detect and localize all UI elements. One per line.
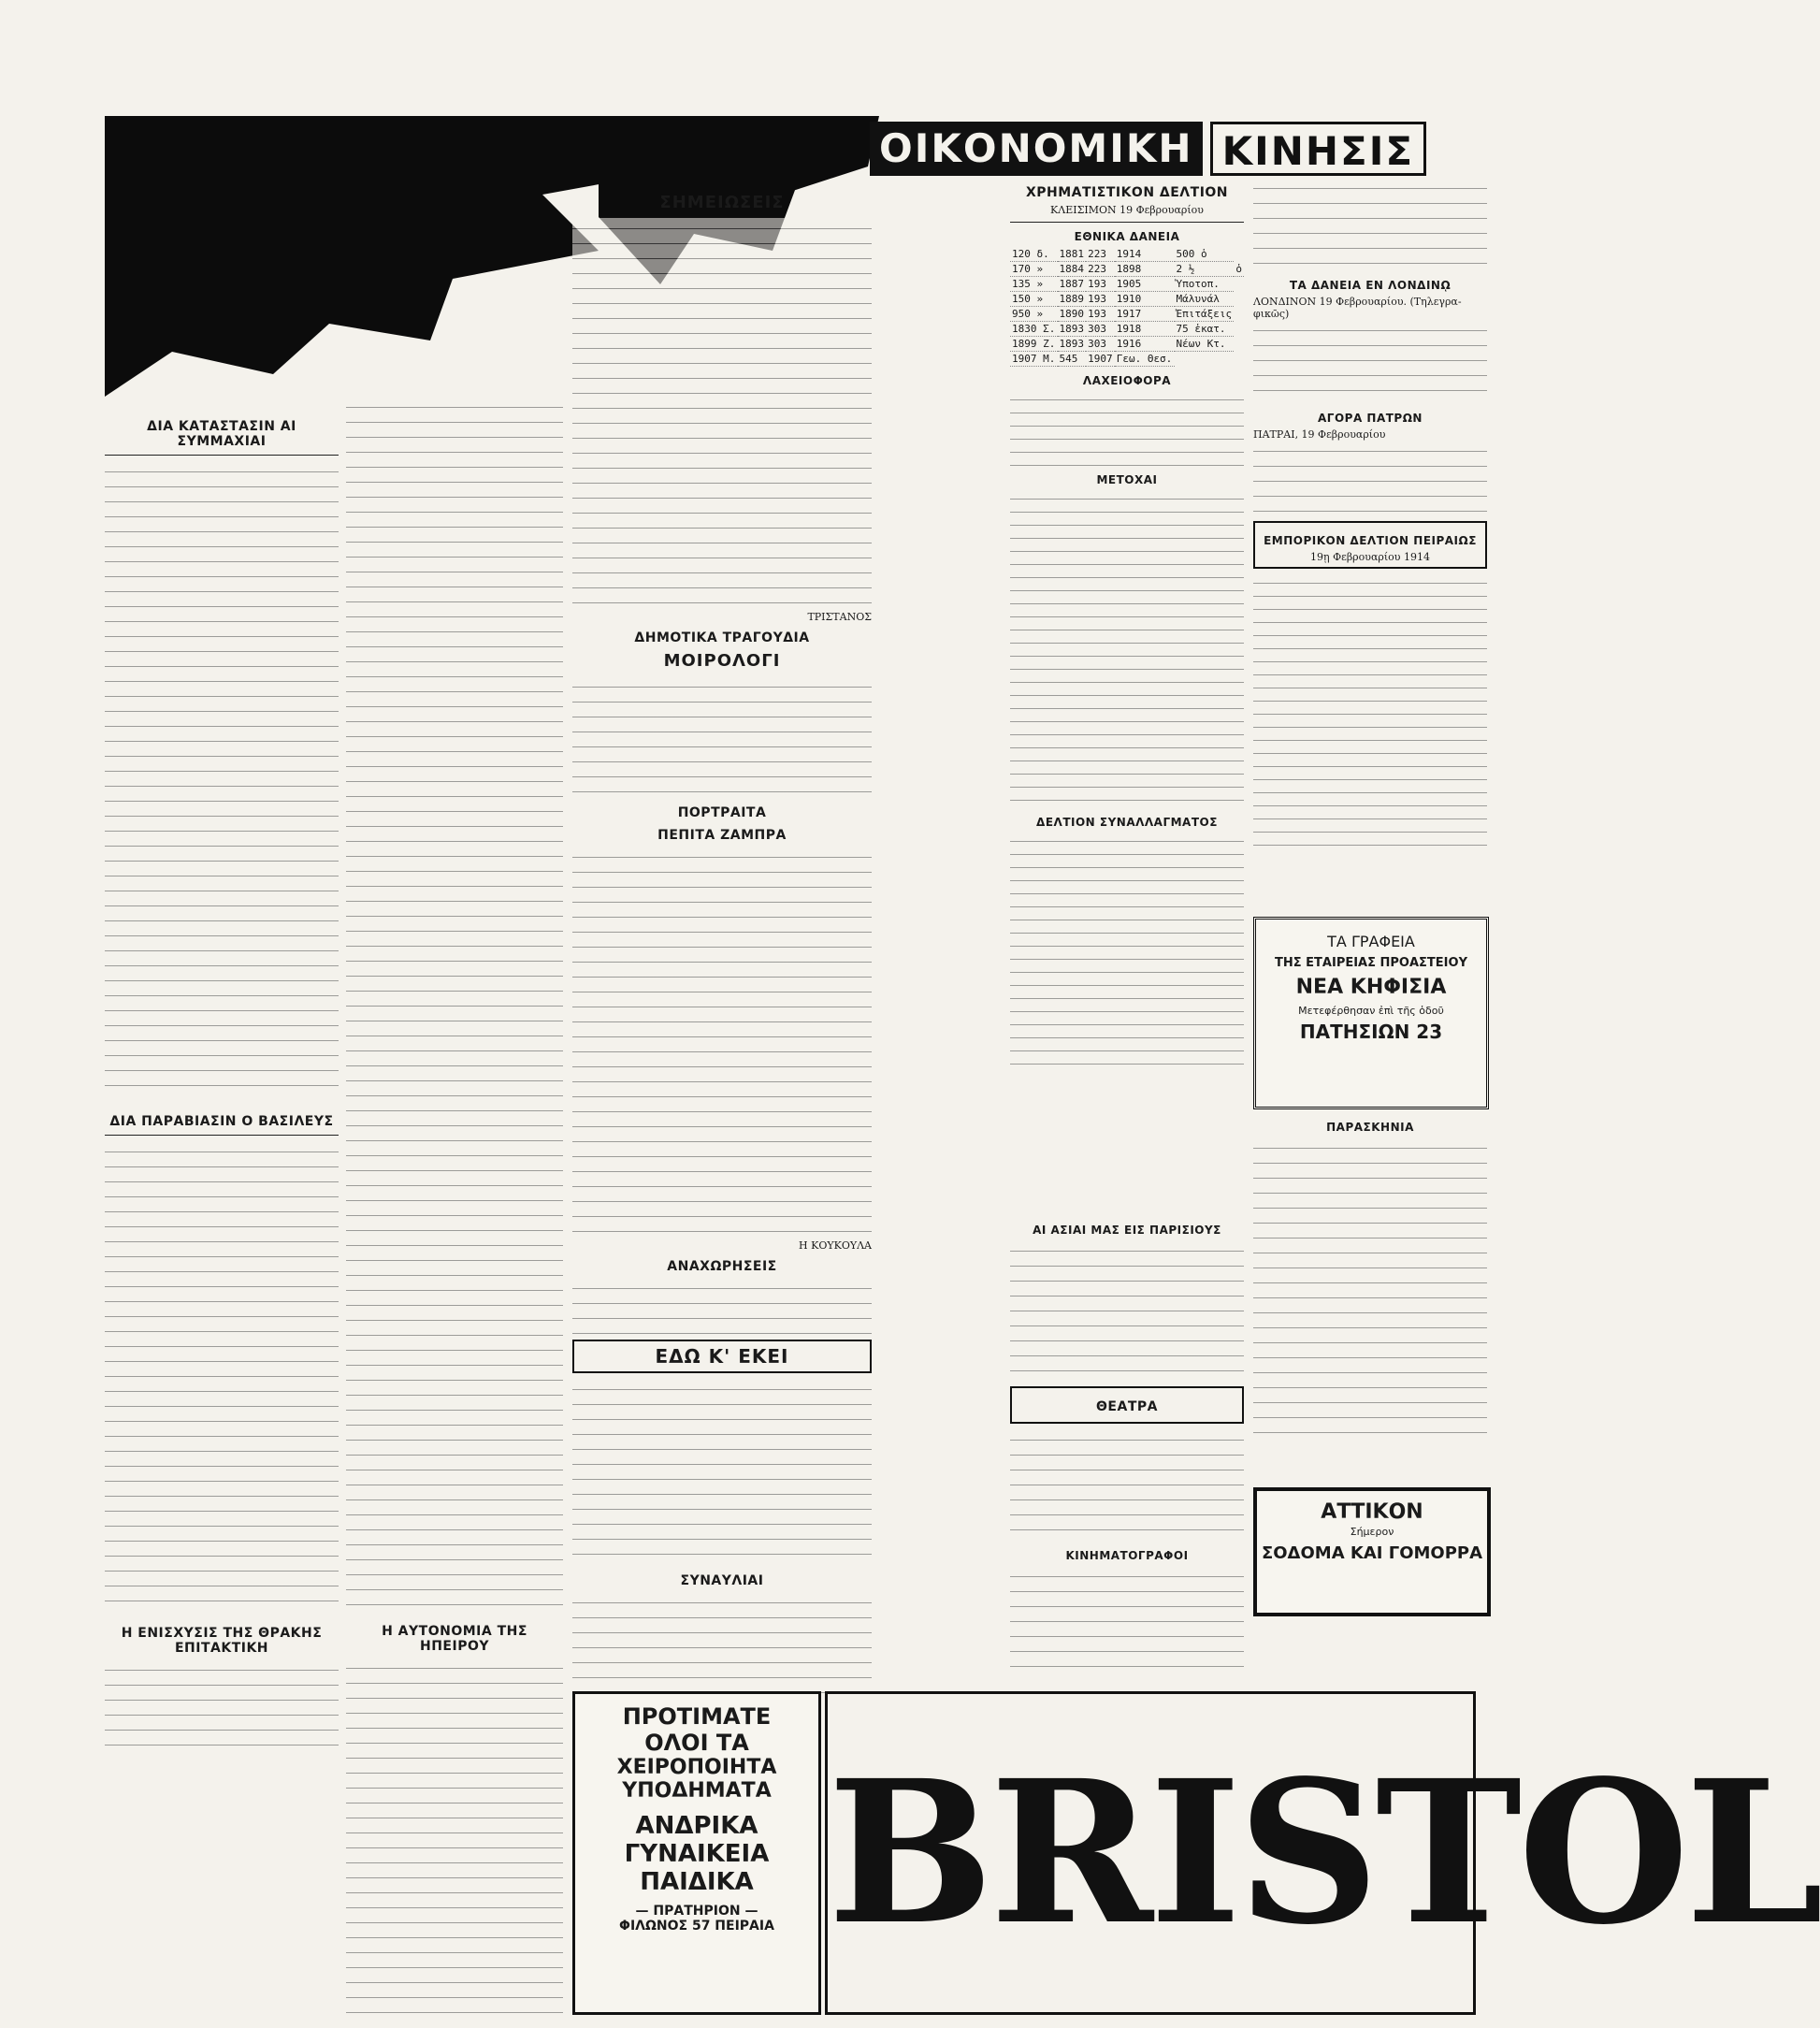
headline-folk-songs: ΔΗΜΟΤΙΚΑ ΤΡΑΓΟΥΔΙΑ <box>634 630 810 645</box>
ad-line: — ΠΡΑΤΗΡΙΟΝ — <box>635 1904 758 1919</box>
ad-attikon-line1: ΑΤΤΙΚΟΝ <box>1321 1500 1423 1524</box>
article-body-lines <box>1253 320 1487 404</box>
loan-cell: 1898 <box>1115 262 1175 277</box>
ad-bristol-brand: BRISTOL <box>825 1691 1476 2015</box>
loan-cell: 1916 <box>1115 337 1175 352</box>
loan-cell: 303 <box>1086 337 1115 352</box>
headline-piraeus: ΕΜΠΟΡΙΚΟΝ ΔΕΛΤΙΟΝ ΠΕΙΡΑΙΩΣ <box>1264 534 1477 547</box>
ad-line: ΑΝΔΡΙΚΑ <box>635 1812 758 1840</box>
table-lines <box>1010 391 1244 466</box>
section-lottery: ΛΑΧΕΙΟΦΟΡΑ <box>1082 374 1172 387</box>
middle-column <box>346 397 563 2006</box>
loan-cell: 1907 <box>1086 352 1115 367</box>
loan-cell: 1905 <box>1115 277 1175 292</box>
headline-backstage: ΠΑΡΑΣΚΗΝΙΑ <box>1326 1121 1414 1134</box>
section-loans: ΕΘΝΙΚΑ ΔΑΝΕΙΑ <box>1074 230 1180 243</box>
loan-cell: 193 <box>1086 307 1115 322</box>
poem-lines <box>572 676 872 798</box>
masthead-right: ΚΙΝΗΣΙΣ <box>1210 122 1426 176</box>
article-body-lines <box>572 1592 872 1704</box>
loan-cell: 1893 <box>1058 337 1087 352</box>
loan-cell: Νέων Κτ. <box>1175 337 1235 352</box>
ad-line: ΧΕΙΡΟΠΟΙΗΤΑ <box>616 1756 777 1779</box>
loan-row <box>1010 262 1244 277</box>
theatres-box <box>1010 1386 1244 1424</box>
article-body-lines <box>346 1658 563 2013</box>
section-here-there <box>572 1340 872 1373</box>
section-shares: ΜΕΤΟΧΑΙ <box>1096 473 1158 486</box>
masthead-left: ΟΙΚΟΝΟΜΙΚΗ <box>870 122 1203 176</box>
loan-cell: 223 <box>1086 247 1115 262</box>
article-body-lines <box>572 1379 872 1566</box>
piraeus-box <box>1253 521 1487 569</box>
loan-cell: 120 δ. <box>1010 247 1058 262</box>
divider <box>105 1135 339 1136</box>
loan-cell: 1899 Ζ. <box>1010 337 1058 352</box>
loan-row <box>1010 352 1244 367</box>
article-body-lines <box>1010 1429 1244 1542</box>
loan-cell: 545 <box>1058 352 1087 367</box>
loan-cell: 170 » <box>1010 262 1058 277</box>
loan-cell: 193 <box>1086 292 1115 307</box>
ad-kifisia <box>1253 917 1489 1109</box>
headline-concerts: ΣΥΝΑΥΛΙΑΙ <box>680 1573 764 1588</box>
headline-theatres: ΘΕΑΤΡΑ <box>1096 1399 1158 1414</box>
ad-line: ΦΙΛΩΝΟΣ 57 ΠΕΙΡΑΙΑ <box>619 1919 774 1934</box>
london-date: ΛΟΝΔΙΝΟΝ 19 Φεβρουαρίου. (Τηλεγρα-φικῶς) <box>1253 296 1462 320</box>
ad-shoes <box>572 1691 821 2015</box>
headline-here-there: ΕΔΩ Κ' ΕΚΕΙ <box>655 1345 789 1368</box>
headline-king: ΔΙΑ ΠΑΡΑΒΙΑΣΙΝ Ο ΒΑΣΙΛΕΥΣ <box>109 1114 334 1129</box>
headline-lament: ΜΟΙΡΟΛΟΓΙ <box>663 651 781 671</box>
ad-attikon-line3: ΣΟΔΟΜΑ ΚΑΙ ΓΟΜΟΡΡΑ <box>1261 1543 1483 1563</box>
article-body-lines <box>1253 178 1487 271</box>
loan-row <box>1010 307 1244 322</box>
loan-cell: 1881 <box>1058 247 1087 262</box>
loan-cell: ὁ <box>1234 262 1244 277</box>
loan-cell: Μάλυνάλ <box>1175 292 1235 307</box>
headline-alliances: ΔΙΑ ΚΑΤΑΣΤΑΣΙΝ ΑΙ ΣΥΜΜΑΧΙΑΙ <box>147 419 296 449</box>
loan-cell: 223 <box>1086 262 1115 277</box>
headline-epirus: Η ΑΥΤΟΝΟΜΙΑ ΤΗΣ ΗΠΕΙΡΟΥ <box>382 1624 527 1654</box>
patras-date: ΠΑΤΡΑΙ, 19 Φεβρουαρίου <box>1253 428 1386 441</box>
loans-table <box>1010 247 1244 367</box>
headline-thrace: Η ΕΝΙΣΧΥΣΙΣ ΤΗΣ ΘΡΑΚΗΣ ΕΠΙΤΑΚΤΙΚΗ <box>121 1626 323 1656</box>
ad-line: ΥΠΟΔΗΜΑΤΑ <box>622 1779 772 1803</box>
loan-cell: 950 » <box>1010 307 1058 322</box>
loan-cell: 1830 Σ. <box>1010 322 1058 337</box>
signature: ΤΡΙΣΤΑΝΟΣ <box>807 611 872 623</box>
loan-cell: 500 ὁ <box>1175 247 1235 262</box>
loan-cell: 1917 <box>1115 307 1175 322</box>
ad-line: ΟΛΟΙ ΤΑ <box>644 1730 749 1756</box>
headline-pepita: ΠΕΠΙΤΑ ΖΑΜΠΡΑ <box>657 828 787 843</box>
ad-attikon-line2: Σήμερον <box>1350 1526 1394 1538</box>
ad-kifisia-line5: ΠΑΤΗΣΙΩΝ 23 <box>1299 1021 1443 1043</box>
center-column <box>572 187 872 1684</box>
headline-asiai: ΑΙ ΑΣΙΑΙ ΜΑΣ ΕΙΣ ΠΑΡΙΣΙΟΥΣ <box>1033 1224 1221 1237</box>
headline-notes: ΣΗΜΕΙΩΣΕΙΣ <box>659 193 785 212</box>
article-body-lines <box>572 218 872 611</box>
loan-cell: 150 » <box>1010 292 1058 307</box>
article-body-lines <box>572 1278 872 1334</box>
loan-cell: Ὑποτοπ. <box>1175 277 1235 292</box>
loan-cell: 1910 <box>1115 292 1175 307</box>
article-body-lines <box>1253 441 1487 515</box>
section-exchange: ΔΕΛΤΙΟΝ ΣΥΝΑΛΛΑΓΜΑΤΟΣ <box>1036 816 1218 829</box>
masthead <box>870 122 1487 176</box>
article-body-lines <box>1253 1137 1487 1446</box>
loan-cell: 303 <box>1086 322 1115 337</box>
loan-cell: Γεω. Θεσ. <box>1115 352 1175 367</box>
table-lines <box>1010 833 1244 1076</box>
left-column <box>105 412 339 2002</box>
article-body-lines <box>105 1659 339 1753</box>
loan-cell: 1907 Μ. <box>1010 352 1058 367</box>
article-body-lines <box>105 461 339 1097</box>
article-body-lines <box>346 397 563 1613</box>
table-lines <box>1010 490 1244 808</box>
article-body-lines <box>105 1141 339 1609</box>
right-finance-column <box>1253 178 1487 898</box>
finance-column <box>1010 178 1244 1207</box>
table-lines <box>1253 574 1487 855</box>
loan-cell: 1918 <box>1115 322 1175 337</box>
headline-departures: ΑΝΑΧΩΡΗΣΕΙΣ <box>667 1259 777 1274</box>
ad-kifisia-line2: ΤΗΣ ΕΤΑΙΡΕΙΑΣ ΠΡΟΑΣΤΕΙΟΥ <box>1275 956 1467 970</box>
piraeus-date: 19ῃ Φεβρουαρίου 1914 <box>1310 551 1430 563</box>
loan-cell: 135 » <box>1010 277 1058 292</box>
loan-cell: Ἐπιτάξεις <box>1175 307 1235 322</box>
loan-row <box>1010 292 1244 307</box>
loan-cell: 1884 <box>1058 262 1087 277</box>
ad-line: ΓΥΝΑΙΚΕΙΑ <box>624 1840 770 1868</box>
loan-cell: 1887 <box>1058 277 1087 292</box>
ad-attikon <box>1253 1487 1491 1616</box>
ad-kifisia-line1: ΤΑ ΓΡΑΦΕΙΑ <box>1327 933 1415 950</box>
loan-row <box>1010 337 1244 352</box>
signature: Η ΚΟΥΚΟΥΛΑ <box>799 1239 872 1252</box>
loan-cell: 2 ½ <box>1175 262 1235 277</box>
loan-cell: 75 ἑκατ. <box>1175 322 1235 337</box>
finance-title: ΧΡΗΜΑΤΙΣΤΙΚΟΝ ΔΕΛΤΙΟΝ <box>1025 185 1229 200</box>
divider <box>105 455 339 456</box>
loan-cell: 1914 <box>1115 247 1175 262</box>
article-body-lines <box>572 847 872 1239</box>
loan-cell: 1890 <box>1058 307 1087 322</box>
divider <box>1010 222 1244 223</box>
loan-row <box>1010 277 1244 292</box>
article-body-lines <box>1010 1566 1244 1678</box>
ad-line: ΠΑΙΔΙΚΑ <box>640 1868 754 1896</box>
ad-kifisia-line3: ΝΕΑ ΚΗΦΙΣΙΑ <box>1295 976 1447 999</box>
headline-cinemas: ΚΙΝΗΜΑΤΟΓΡΑΦΟΙ <box>1065 1549 1189 1562</box>
paraskinia-column <box>1253 1113 1487 1469</box>
loan-cell: 193 <box>1086 277 1115 292</box>
loan-row <box>1010 247 1244 262</box>
article-body-lines <box>1010 1240 1244 1381</box>
loan-cell: 1889 <box>1058 292 1087 307</box>
ad-line: ΠΡΟΤΙΜΑΤΕ <box>622 1703 772 1730</box>
loan-row <box>1010 322 1244 337</box>
ad-kifisia-line4: Μετεφέρθησαν ἐπὶ τῆς ὁδοῦ <box>1298 1005 1444 1017</box>
right-lower-column <box>1010 1216 1244 1702</box>
headline-london: ΤΑ ΔΑΝΕΙΑ ΕΝ ΛΟΝΔΙΝῼ <box>1289 279 1452 292</box>
headline-patras: ΑΓΟΡΑ ΠΑΤΡΩΝ <box>1318 412 1423 425</box>
finance-subtitle: ΚΛΕΙΣΙΜΟΝ 19 Φεβρουαρίου <box>1050 204 1204 216</box>
loan-cell: 1893 <box>1058 322 1087 337</box>
headline-portraits: ΠΟΡΤΡΑΙΤΑ <box>677 805 767 820</box>
